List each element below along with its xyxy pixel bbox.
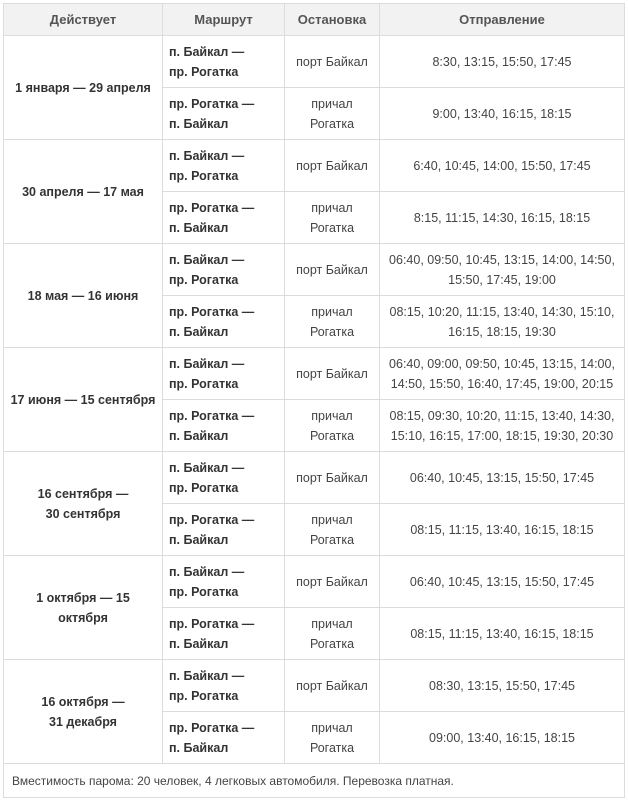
stop-line: Рогатка: [309, 220, 355, 235]
departure-times-line: 8:30, 13:15, 15:50, 17:45: [432, 54, 572, 69]
departure-times-line: 08:15, 11:15, 13:40, 16:15, 18:15: [410, 522, 594, 537]
period-line: 1 января — 29 апреля: [15, 80, 151, 95]
departure-times-line: 08:15, 11:15, 13:40, 16:15, 18:15: [410, 626, 594, 641]
departure-times-cell: [380, 712, 625, 764]
table-row: [4, 660, 625, 712]
departure-times-cell: [380, 660, 625, 712]
header-stop: Остановка: [285, 4, 380, 36]
capacity-note: Вместимость парома: 20 человек, 4 легковых автомобиля. Перевозка платная.: [4, 764, 625, 798]
schedule-body: [4, 36, 625, 764]
route-cell: [163, 348, 285, 400]
table-row: [4, 348, 625, 400]
stop-line: Рогатка: [309, 116, 355, 131]
route-line: п. Байкал: [169, 324, 229, 339]
stop-line: порт Байкал: [296, 262, 368, 277]
stop-cell: [285, 452, 380, 504]
stop-cell: [285, 296, 380, 348]
departure-times-line: 6:40, 10:45, 14:00, 15:50, 17:45: [413, 158, 591, 173]
route-line: пр. Рогатка: [169, 272, 239, 287]
departure-times-line: 08:15, 10:20, 11:15, 13:40, 14:30, 15:10,: [389, 304, 615, 319]
departure-times-line: 06:40, 09:50, 10:45, 13:15, 14:00, 14:50,: [389, 252, 615, 267]
departure-times-cell: [380, 400, 625, 452]
departure-times-cell: [380, 296, 625, 348]
route-cell: [163, 140, 285, 192]
stop-cell: [285, 348, 380, 400]
stop-line: Рогатка: [309, 324, 355, 339]
departure-times-cell: [380, 88, 625, 140]
route-line: пр. Рогатка: [169, 584, 239, 599]
route-line: пр. Рогатка: [169, 480, 239, 495]
departure-times-cell: [380, 244, 625, 296]
route-line: п. Байкал —: [169, 44, 245, 59]
route-line: пр. Рогатка —: [169, 616, 255, 631]
route-line: п. Байкал: [169, 740, 229, 755]
stop-line: причал: [311, 200, 353, 215]
route-line: п. Байкал —: [169, 564, 245, 579]
note-row: [4, 764, 625, 798]
stop-cell: [285, 36, 380, 88]
route-line: п. Байкал: [169, 116, 229, 131]
route-cell: [163, 712, 285, 764]
route-cell: [163, 504, 285, 556]
period-cell: [4, 348, 163, 452]
departure-times-line: 8:15, 11:15, 14:30, 16:15, 18:15: [413, 210, 591, 225]
route-cell: [163, 608, 285, 660]
stop-cell: [285, 660, 380, 712]
route-cell: [163, 244, 285, 296]
stop-line: порт Байкал: [296, 678, 368, 693]
route-line: пр. Рогатка: [169, 64, 239, 79]
period-cell: [4, 244, 163, 348]
stop-cell: [285, 244, 380, 296]
route-line: п. Байкал —: [169, 252, 245, 267]
stop-line: Рогатка: [309, 428, 355, 443]
departure-times-line: 15:50, 17:45, 19:00: [448, 272, 556, 287]
route-line: пр. Рогатка —: [169, 720, 255, 735]
departure-times-line: 16:15, 18:15, 19:30: [448, 324, 556, 339]
stop-line: причал: [311, 616, 353, 631]
route-cell: [163, 88, 285, 140]
table-row: [4, 244, 625, 296]
stop-cell: [285, 504, 380, 556]
departure-times-cell: [380, 36, 625, 88]
route-line: п. Байкал —: [169, 148, 245, 163]
stop-cell: [285, 556, 380, 608]
stop-cell: [285, 192, 380, 244]
stop-line: порт Байкал: [296, 158, 368, 173]
stop-line: порт Байкал: [296, 366, 368, 381]
route-cell: [163, 660, 285, 712]
stop-cell: [285, 88, 380, 140]
stop-line: причал: [311, 720, 353, 735]
stop-line: Рогатка: [309, 636, 355, 651]
period-cell: [4, 556, 163, 660]
route-line: п. Байкал: [169, 532, 229, 547]
route-line: п. Байкал: [169, 428, 229, 443]
stop-line: Рогатка: [309, 532, 355, 547]
table-row: [4, 140, 625, 192]
departure-times-cell: [380, 192, 625, 244]
departure-times-line: 08:30, 13:15, 15:50, 17:45: [429, 678, 575, 693]
departure-times-line: 08:15, 09:30, 10:20, 11:15, 13:40, 14:30,: [389, 408, 615, 423]
departure-times-line: 14:50, 15:50, 16:40, 17:45, 19:00, 20:15: [390, 376, 614, 391]
route-line: п. Байкал: [169, 636, 229, 651]
table-row: [4, 36, 625, 88]
departure-times-cell: [380, 608, 625, 660]
stop-cell: [285, 608, 380, 660]
route-cell: [163, 192, 285, 244]
period-cell: [4, 452, 163, 556]
route-line: пр. Рогатка —: [169, 304, 255, 319]
table-row: [4, 452, 625, 504]
route-cell: [163, 36, 285, 88]
period-line: 1 октября — 15 октября: [36, 590, 130, 625]
departure-times-line: 9:00, 13:40, 16:15, 18:15: [432, 106, 572, 121]
route-line: пр. Рогатка —: [169, 408, 255, 423]
stop-line: Рогатка: [309, 740, 355, 755]
route-line: п. Байкал —: [169, 460, 245, 475]
period-line: 18 мая — 16 июня: [27, 288, 139, 303]
table-row: [4, 556, 625, 608]
route-line: п. Байкал —: [169, 668, 245, 683]
period-line: 16 сентября —: [37, 486, 129, 501]
period-line: 16 октября —: [41, 694, 125, 709]
stop-cell: [285, 712, 380, 764]
stop-cell: [285, 140, 380, 192]
stop-line: причал: [311, 408, 353, 423]
route-line: пр. Рогатка: [169, 688, 239, 703]
route-line: пр. Рогатка —: [169, 200, 255, 215]
route-line: пр. Рогатка —: [169, 96, 255, 111]
stop-cell: [285, 400, 380, 452]
header-departure: Отправление: [380, 4, 625, 36]
stop-line: причал: [311, 96, 353, 111]
route-line: пр. Рогатка —: [169, 512, 255, 527]
stop-line: причал: [311, 304, 353, 319]
period-line: 17 июня — 15 сентября: [10, 392, 156, 407]
departure-times-line: 06:40, 10:45, 13:15, 15:50, 17:45: [409, 574, 595, 589]
departure-times-cell: [380, 140, 625, 192]
stop-line: причал: [311, 512, 353, 527]
route-line: пр. Рогатка: [169, 168, 239, 183]
period-line: 31 декабря: [49, 714, 117, 729]
period-cell: [4, 36, 163, 140]
period-cell: [4, 140, 163, 244]
departure-times-cell: [380, 556, 625, 608]
period-line: 30 сентября: [45, 506, 121, 521]
departure-times-cell: [380, 348, 625, 400]
route-line: пр. Рогатка: [169, 376, 239, 391]
header-route: Маршрут: [163, 4, 285, 36]
route-line: п. Байкал: [169, 220, 229, 235]
route-line: п. Байкал —: [169, 356, 245, 371]
stop-line: порт Байкал: [296, 470, 368, 485]
route-cell: [163, 400, 285, 452]
header-period: Действует: [4, 4, 163, 36]
departure-times-line: 06:40, 10:45, 13:15, 15:50, 17:45: [409, 470, 595, 485]
ferry-schedule-table: [3, 3, 625, 798]
departure-times-cell: [380, 452, 625, 504]
departure-times-line: 15:10, 16:15, 17:00, 18:15, 19:30, 20:30: [390, 428, 614, 443]
route-cell: [163, 556, 285, 608]
route-cell: [163, 296, 285, 348]
stop-line: порт Байкал: [296, 54, 368, 69]
period-cell: [4, 660, 163, 764]
stop-line: порт Байкал: [296, 574, 368, 589]
departure-times-line: 09:00, 13:40, 16:15, 18:15: [429, 730, 575, 745]
header-row: [4, 4, 625, 36]
departure-times-line: 06:40, 09:00, 09:50, 10:45, 13:15, 14:00,: [389, 356, 615, 371]
route-cell: [163, 452, 285, 504]
period-line: 30 апреля — 17 мая: [22, 184, 144, 199]
departure-times-cell: [380, 504, 625, 556]
